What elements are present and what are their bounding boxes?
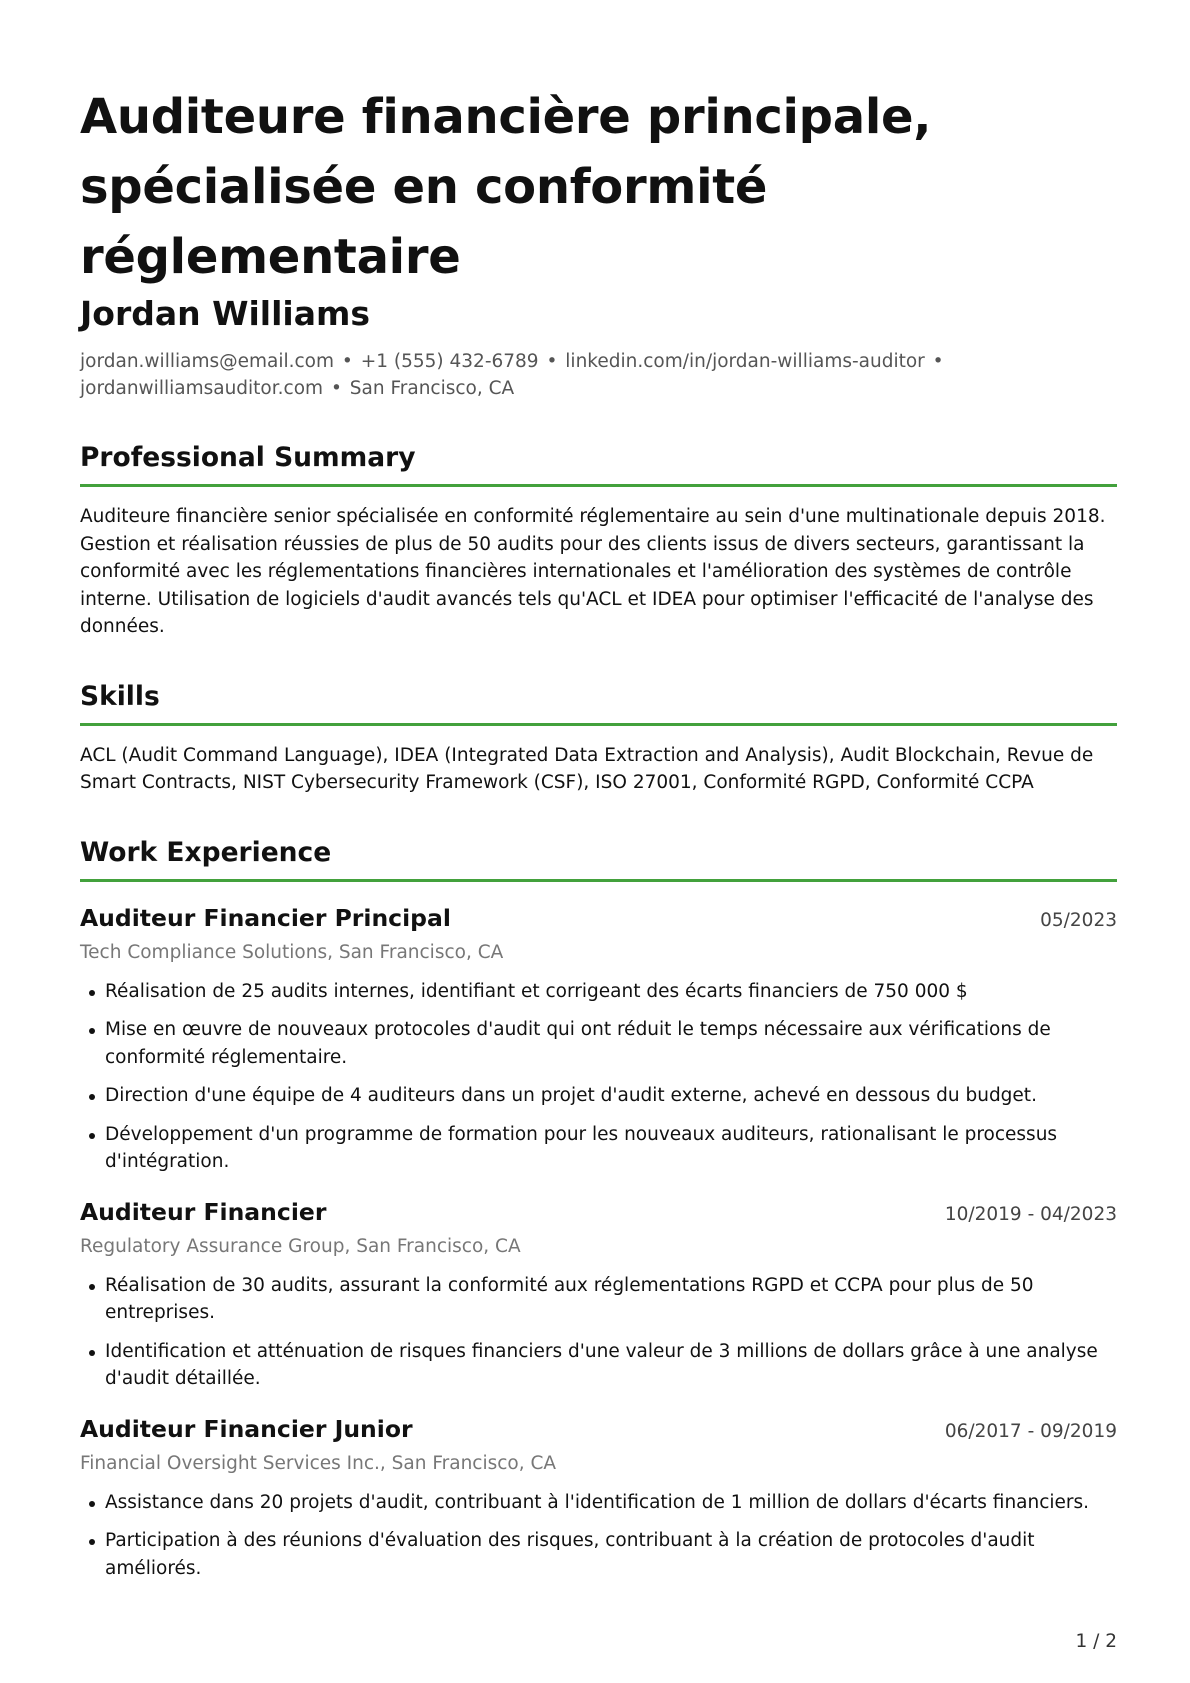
page-number: 1 / 2 — [1075, 1631, 1117, 1652]
job-company: Tech Compliance Solutions, San Francisco, CA — [80, 941, 504, 963]
contact-email: jordan.williams@email.com — [80, 351, 335, 372]
job-title: Auditeur Financier — [80, 1197, 327, 1226]
contact-separator: • — [932, 351, 944, 372]
job-bullets — [80, 1489, 1117, 1583]
list-item: Direction d'une équipe de 4 auditeurs dans un projet d'audit externe, achevé en dessous du budget. — [80, 1082, 1117, 1110]
job-company: Regulatory Assurance Group, San Francisco, CA — [80, 1235, 521, 1257]
skills-text: ACL (Audit Command Language), IDEA (Integrated Data Extraction and Analysis), Audit Blockchain, Revue de Smart Contracts, NIST Cybersecurity Framework (CSF), ISO 27001, Conformité RGPD, Conformité CCPA — [80, 744, 1094, 793]
contact-separator: • — [341, 351, 353, 372]
section-title: Work Experience — [80, 835, 1117, 882]
resume-page — [80, 82, 1117, 1593]
contact-line — [80, 348, 1117, 402]
job-date: 10/2019 - 04/2023 — [944, 1203, 1117, 1225]
summary-section — [80, 440, 1117, 641]
job-title: Auditeur Financier Principal — [80, 903, 451, 932]
section-title: Professional Summary — [80, 440, 1117, 487]
list-item: Assistance dans 20 projets d'audit, contribuant à l'identification de 1 million de dollars d'écarts financiers. — [80, 1489, 1117, 1517]
contact-separator: • — [330, 378, 342, 399]
list-item: Développement d'un programme de formation pour les nouveaux auditeurs, rationalisant le processus d'intégration. — [80, 1121, 1117, 1176]
job-entry — [80, 1196, 1117, 1393]
job-title: Auditeur Financier Junior — [80, 1414, 413, 1443]
list-item: Participation à des réunions d'évaluation des risques, contribuant à la création de protocoles d'audit améliorés. — [80, 1527, 1117, 1582]
list-item: Mise en œuvre de nouveaux protocoles d'audit qui ont réduit le temps nécessaire aux vérifications de conformité réglementaire. — [80, 1016, 1117, 1071]
resume-title: Auditeure financière principale, spécialisée en conformité réglementaire — [80, 89, 932, 285]
list-item: Réalisation de 30 audits, assurant la conformité aux réglementations RGPD et CCPA pour plus de 50 entreprises. — [80, 1272, 1117, 1327]
summary-text: Auditeure financière senior spécialisée en conformité réglementaire au sein d'une multinationale depuis 2018. Gestion et réalisation réussies de plus de 50 audits pour des clients issus de divers secteurs, garantissant la conformité avec les réglementations financières internationales et l'amélioration des systèmes de contrôle interne. Utilisation de logiciels d'audit avancés tels qu'ACL et IDEA pour optimiser l'efficacité de l'analyse des données. — [80, 506, 1106, 637]
job-bullets — [80, 978, 1117, 1176]
job-bullets — [80, 1272, 1117, 1393]
skills-section — [80, 679, 1117, 797]
job-company: Financial Oversight Services Inc., San Francisco, CA — [80, 1452, 557, 1474]
list-item: Réalisation de 25 audits internes, identifiant et corrigeant des écarts financiers de 750 000 $ — [80, 978, 1117, 1006]
contact-phone: +1 (555) 432-6789 — [360, 351, 539, 372]
job-entry — [80, 902, 1117, 1176]
experience-section — [80, 835, 1117, 1583]
list-item: Identification et atténuation de risques financiers d'une valeur de 3 millions de dollars grâce à une analyse d'audit détaillée. — [80, 1338, 1117, 1393]
contact-linkedin: linkedin.com/in/jordan-williams-auditor — [565, 351, 925, 372]
candidate-name: Jordan Williams — [80, 294, 371, 333]
contact-website: jordanwilliamsauditor.com — [80, 378, 324, 399]
job-entry — [80, 1413, 1117, 1583]
contact-location: San Francisco, CA — [349, 378, 515, 399]
job-date: 05/2023 — [1040, 909, 1117, 931]
section-title: Skills — [80, 679, 1117, 726]
contact-separator: • — [546, 351, 558, 372]
job-date: 06/2017 - 09/2019 — [944, 1420, 1117, 1442]
